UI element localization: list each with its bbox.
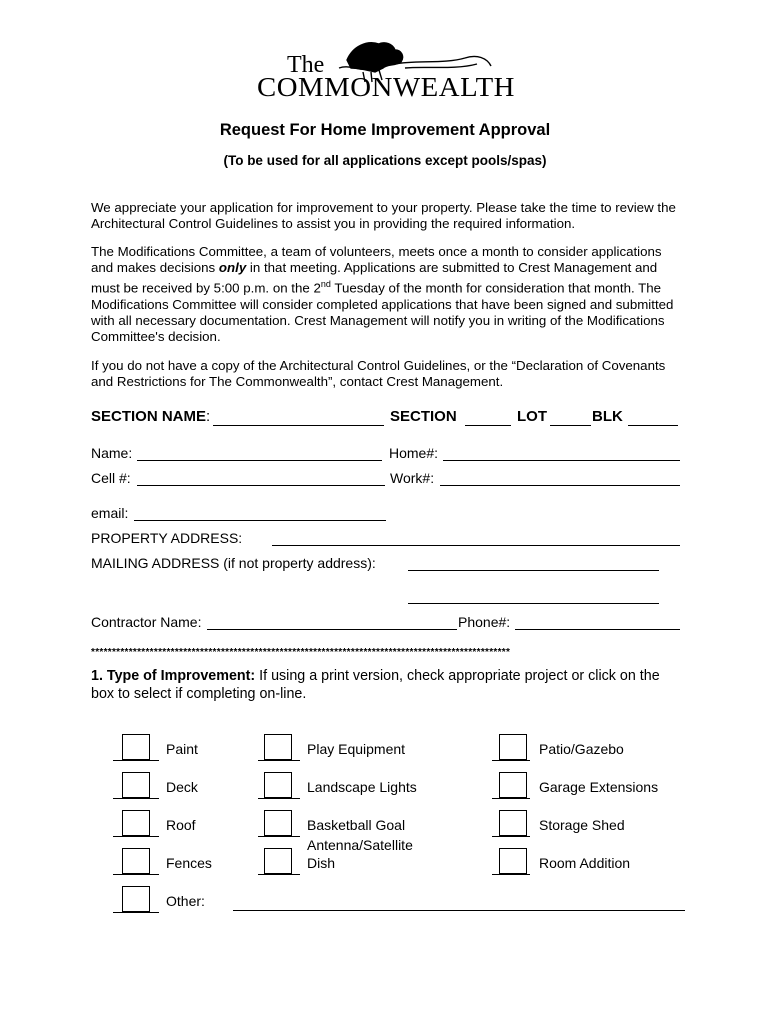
contractor-name-label: Contractor Name: [91, 614, 202, 630]
paint-label: Paint [166, 741, 198, 757]
form-subtitle: (To be used for all applications except pools/spas) [223, 153, 547, 168]
blk-label: BLK [592, 408, 623, 425]
roof-checkbox-line [113, 836, 159, 837]
play-equipment-checkbox-line [258, 760, 300, 761]
room-addition-checkbox[interactable] [499, 848, 527, 874]
basketball-goal-label: Basketball Goal [307, 817, 406, 833]
other-checkbox[interactable] [122, 886, 150, 912]
fences-label: Fences [166, 855, 212, 871]
deck-checkbox-line [113, 798, 159, 799]
committee-text-a: The Modifications Committee, a team of volunteers, meets once a month to consider applications and makes decisions [91, 244, 662, 276]
property-address-label: PROPERTY ADDRESS: [91, 530, 243, 546]
deck-checkbox[interactable] [122, 772, 150, 798]
section-field[interactable] [465, 425, 511, 426]
storage-shed-label: Storage Shed [539, 817, 625, 833]
patio-gazebo-checkbox-line [492, 760, 530, 761]
work-phone-field[interactable] [440, 485, 680, 486]
intro-text: We appreciate your application for improvement to your property. Please take the time to review the Architectural Control Guidelines to assist you in providing the required information. [91, 200, 676, 232]
committee-text-c: Tuesday of the month for consideration that month. The Modifications Committee will consider completed applications that have been signed and submitted with all necessary documentation. Crest Management will notify you in writing of the Modifications Committee's decision. [91, 280, 674, 345]
improvement-heading: 1. Type of Improvement: [91, 668, 256, 684]
fences-checkbox[interactable] [122, 848, 150, 874]
mailing-address-field[interactable] [408, 570, 659, 571]
cell-field[interactable] [137, 485, 385, 486]
cell-label: Cell #: [91, 470, 131, 486]
antenna-satellite-dish-checkbox-line [258, 874, 300, 875]
guidelines-text: If you do not have a copy of the Architectural Control Guidelines, or the “Declaration of Covenants and Restrictions for The Commonwealth”, contact Crest Management. [91, 358, 666, 390]
room-addition-checkbox-line [492, 874, 530, 875]
intro-paragraph [91, 200, 683, 232]
garage-extensions-label: Garage Extensions [539, 779, 659, 795]
separator-line: **************************************************************************************************** [91, 647, 511, 658]
logo-the: The [287, 52, 325, 78]
deck-label: Deck [166, 779, 198, 795]
antenna-satellite-label: Antenna/Satellite [307, 837, 413, 853]
contractor-phone-label: Phone#: [458, 614, 511, 630]
roof-checkbox[interactable] [122, 810, 150, 836]
form-title: Request For Home Improvement Approval [219, 121, 551, 139]
commonwealth-logo [255, 38, 517, 100]
section-label: SECTION [390, 408, 457, 425]
lot-field[interactable] [550, 425, 591, 426]
home-phone-field[interactable] [443, 460, 680, 461]
home-phone-label: Home#: [389, 445, 439, 461]
other-description-field[interactable] [233, 910, 685, 911]
play-equipment-checkbox[interactable] [264, 734, 292, 760]
work-phone-label: Work#: [390, 470, 435, 486]
email-field[interactable] [134, 520, 386, 521]
fences-checkbox-line [113, 874, 159, 875]
contractor-phone-field[interactable] [515, 629, 680, 630]
antenna-satellite-dish-checkbox[interactable] [264, 848, 292, 874]
other-checkbox-line [113, 912, 159, 913]
room-addition-label: Room Addition [539, 855, 631, 871]
paint-checkbox[interactable] [122, 734, 150, 760]
patio-gazebo-checkbox[interactable] [499, 734, 527, 760]
blk-field[interactable] [628, 425, 678, 426]
only-emphasis: only [218, 260, 247, 276]
landscape-lights-checkbox[interactable] [264, 772, 292, 798]
paint-checkbox-line [113, 760, 159, 761]
guidelines-paragraph [91, 358, 683, 390]
committee-paragraph [91, 244, 683, 346]
basketball-goal-checkbox-line [258, 836, 300, 837]
landscape-lights-checkbox-line [258, 798, 300, 799]
improvement-text: If using a print version, check appropriate project or click on the box to select if completing on-line. [91, 668, 660, 702]
mailing-address-field-line2[interactable] [408, 603, 659, 604]
name-label: Name: [91, 445, 133, 461]
logo-commonwealth: COMMONWEALTH [257, 72, 515, 100]
landscape-lights-label: Landscape Lights [307, 779, 417, 795]
lot-label: LOT [517, 408, 547, 425]
play-equipment-label: Play Equipment [307, 741, 406, 757]
section-name-label: SECTION NAME: [91, 408, 211, 425]
ordinal-suffix: nd [320, 279, 331, 290]
email-label: email: [91, 505, 129, 521]
dish-label: Dish [307, 855, 336, 871]
contractor-name-field[interactable] [207, 629, 457, 630]
property-address-field[interactable] [272, 545, 680, 546]
committee-text-b: in that meeting. Applications are submitted to Crest Management and must be received by 5:00 p.m. on the 2 [91, 260, 658, 296]
patio-gazebo-label: Patio/Gazebo [539, 741, 624, 757]
other-label: Other: [166, 893, 205, 909]
mailing-address-label: MAILING ADDRESS (if not property address): [91, 555, 376, 571]
garage-extensions-checkbox[interactable] [499, 772, 527, 798]
garage-extensions-checkbox-line [492, 798, 530, 799]
section-name-field[interactable] [213, 425, 384, 426]
basketball-goal-checkbox[interactable] [264, 810, 292, 836]
storage-shed-checkbox-line [492, 836, 530, 837]
storage-shed-checkbox[interactable] [499, 810, 527, 836]
improvement-instructions [91, 667, 686, 703]
name-field[interactable] [137, 460, 382, 461]
roof-label: Roof [166, 817, 196, 833]
